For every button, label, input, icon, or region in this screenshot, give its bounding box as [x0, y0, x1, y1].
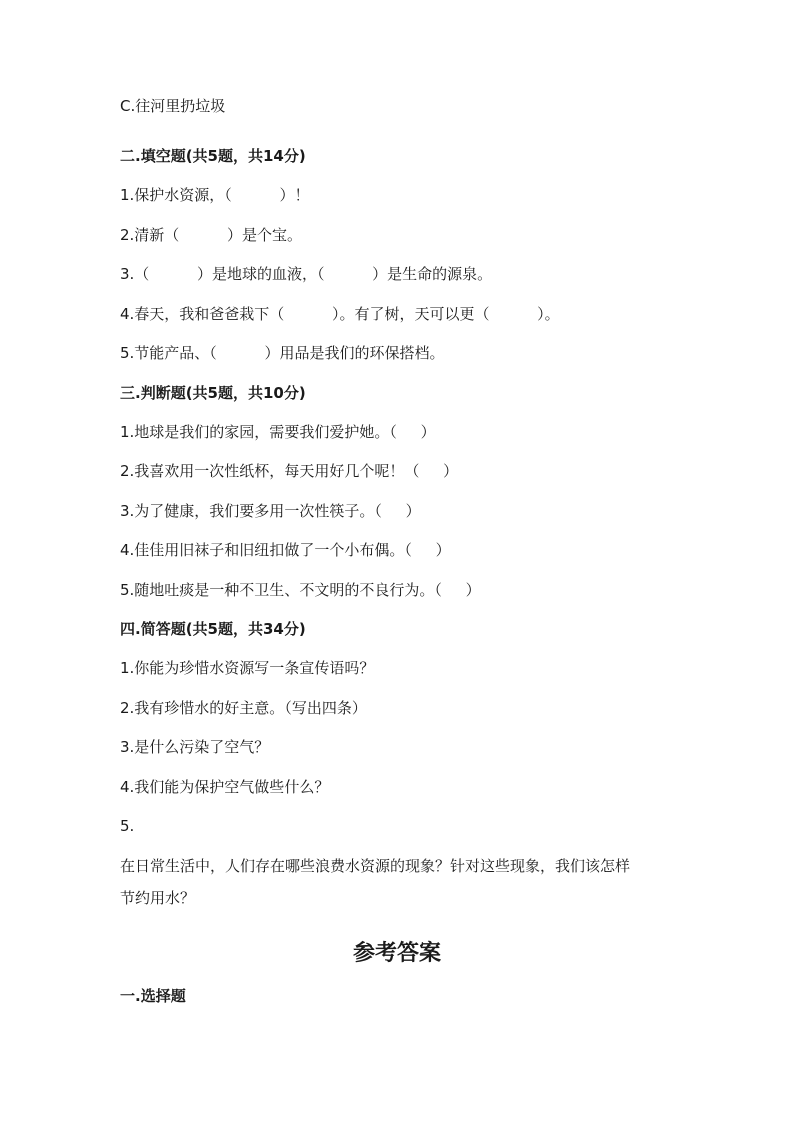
fill-blank-question-1: 1.保护水资源，（ ）！ — [120, 186, 310, 204]
fill-blank-question-2: 2.清新（ ）是个宝。 — [120, 226, 302, 244]
choice-option-c: C.往河里扔垃圾 — [120, 97, 226, 115]
fill-blank-question-3: 3.（ ）是地球的血液，（ ）是生命的源泉。 — [120, 265, 493, 283]
section-heading-fill-blank: 二.填空题(共5题，共14分) — [120, 147, 306, 165]
fill-blank-question-4: 4.春天，我和爸爸栽下（ ）。有了树，天可以更（ ）。 — [120, 305, 560, 323]
fill-blank-question-5: 5.节能产品、（ ）用品是我们的环保搭档。 — [120, 344, 445, 362]
true-false-question-3: 3.为了健康，我们要多用一次性筷子。（ ） — [120, 502, 421, 520]
section-heading-short-answer: 四.简答题(共5题，共34分) — [120, 620, 306, 638]
short-answer-question-5-text-line-1: 在日常生活中，人们存在哪些浪费水资源的现象？针对这些现象，我们该怎样 — [120, 857, 631, 875]
short-answer-question-1: 1.你能为珍惜水资源写一条宣传语吗？ — [120, 659, 375, 677]
short-answer-question-5-number: 5. — [120, 817, 135, 835]
short-answer-question-2: 2.我有珍惜水的好主意。（写出四条） — [120, 699, 367, 717]
answer-key-title: 参考答案 — [352, 940, 441, 966]
section-heading-true-false: 三.判断题(共5题，共10分) — [120, 384, 306, 402]
true-false-question-4: 4.佳佳用旧袜子和旧纽扣做了一个小布偶。（ ） — [120, 541, 451, 559]
short-answer-question-3: 3.是什么污染了空气？ — [120, 738, 270, 756]
answer-section-heading-choice: 一.选择题 — [120, 987, 186, 1005]
short-answer-question-5-text-line-2: 节约用水？ — [120, 889, 196, 907]
true-false-question-5: 5.随地吐痰是一种不卫生、不文明的不良行为。（ ） — [120, 581, 481, 599]
true-false-question-1: 1.地球是我们的家园，需要我们爱护她。（ ） — [120, 423, 436, 441]
true-false-question-2: 2.我喜欢用一次性纸杯，每天用好几个呢！（ ） — [120, 462, 459, 480]
short-answer-question-4: 4.我们能为保护空气做些什么？ — [120, 778, 330, 796]
